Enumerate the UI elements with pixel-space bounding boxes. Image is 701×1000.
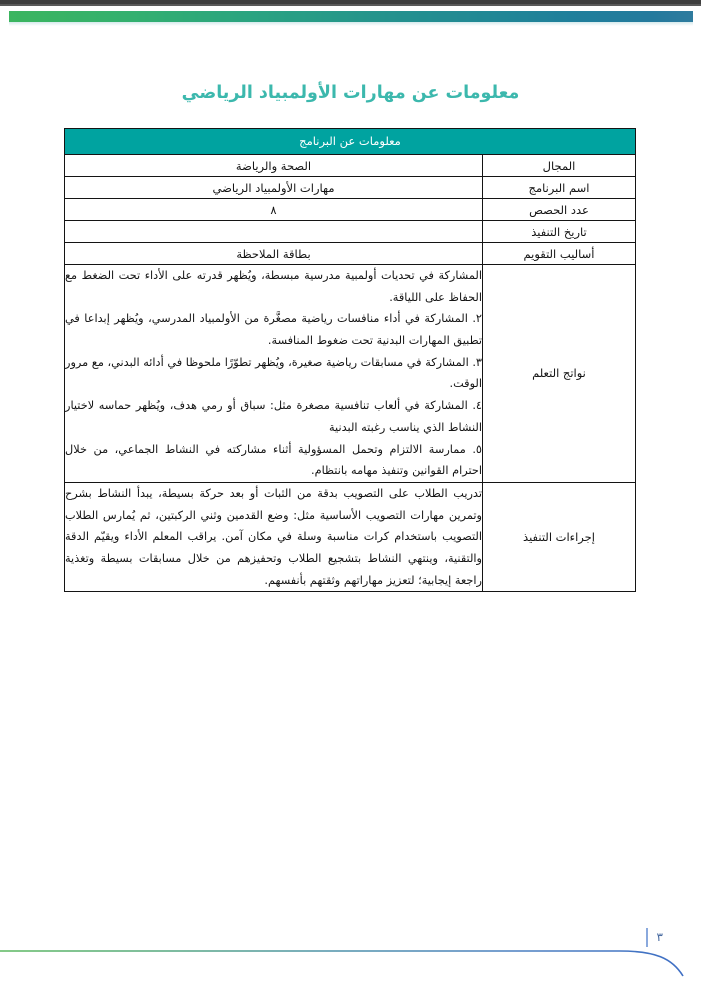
outcome-item: ٣. المشاركة في مسابقات رياضية صغيرة، ويُظهر تطوّرًا ملحوظا في أدائه البدني، مع مرور الوقت.	[65, 355, 482, 391]
header-bar-shadow	[9, 22, 693, 26]
table-row	[65, 243, 636, 265]
row-value-sessions-count: ٨	[65, 199, 483, 221]
row-value-field: الصحة والرياضة	[65, 155, 483, 177]
table-header-row	[65, 129, 636, 155]
row-label-implementation-procedures: إجراءات التنفيذ	[483, 482, 636, 591]
table-row	[65, 221, 636, 243]
table-row	[65, 199, 636, 221]
row-label-field: المجال	[483, 155, 636, 177]
table-row	[65, 177, 636, 199]
implementation-procedures-text	[65, 482, 483, 591]
table-row	[65, 155, 636, 177]
row-value-program-name: مهارات الأولمبياد الرياضي	[65, 177, 483, 199]
row-value-assessment-methods: بطاقة الملاحظة	[65, 243, 483, 265]
learning-outcomes-list	[65, 265, 483, 483]
row-label-assessment-methods: أساليب التقويم	[483, 243, 636, 265]
outcome-item: ٢. المشاركة في أداء منافسات رياضية مصغَّرة من الأولمبياد المدرسي، ويُظهر إبداعا في تطبيق المهارات البدنية تحت ضغوط المنافسة.	[65, 312, 482, 348]
row-label-program-name: اسم البرنامج	[483, 177, 636, 199]
row-value-implementation-date	[65, 221, 483, 243]
implementation-procedures-row	[65, 482, 636, 591]
header-gradient-bar	[9, 11, 693, 22]
learning-outcomes-row	[65, 265, 636, 483]
footer-decorative-line	[0, 940, 701, 978]
procedures-paragraph: تدريب الطلاب على التصويب بدقة من الثبات أو بعد حركة بسيطة، يبدأ النشاط بشرح وتمرين مهارات التصويب الأساسية مثل: وضع القدمين وثني الركبتين، ثم يُمارس الطلاب التصويب باستخدام كرات مناسبة وسلة في مكان آمن. يراقب المعلم الأداء ويقيّم الدقة والتقنية، وينتهي النشاط بتشجيع الطلاب وتحفيزهم من خلال مسابقات بسيطة وتغذية راجعة إيجابية؛ لتعزيز مهاراتهم وثقتهم بأنفسهم.	[65, 486, 482, 587]
table-header-cell: معلومات عن البرنامج	[65, 129, 636, 155]
page-number: ٣	[656, 930, 663, 944]
row-label-implementation-date: تاريخ التنفيذ	[483, 221, 636, 243]
outcome-item: ٤. المشاركة في ألعاب تنافسية مصغرة مثل: سباق أو رمي هدف، ويُظهر حماسه لاختيار النشاط الذي يناسب رغبته البدنية	[65, 399, 482, 434]
top-chrome-highlight	[0, 4, 701, 6]
row-label-learning-outcomes: نواتج التعلم	[483, 265, 636, 483]
program-information-table	[64, 128, 636, 592]
row-label-sessions-count: عدد الحصص	[483, 199, 636, 221]
outcome-item: ٥. ممارسة الالتزام وتحمل المسؤولية أثناء مشاركته في النشاط الجماعي، من خلال احترام القوانين وتنفيذ مهامه بانتظام.	[65, 442, 482, 478]
outcome-item: المشاركة في تحديات أولمبية مدرسية مبسطة، ويُظهر قدرته على الأداء تحت الضغط مع الحفاظ على اللياقة.	[65, 269, 482, 304]
page-title: معلومات عن مهارات الأولمبياد الرياضي	[181, 83, 520, 103]
